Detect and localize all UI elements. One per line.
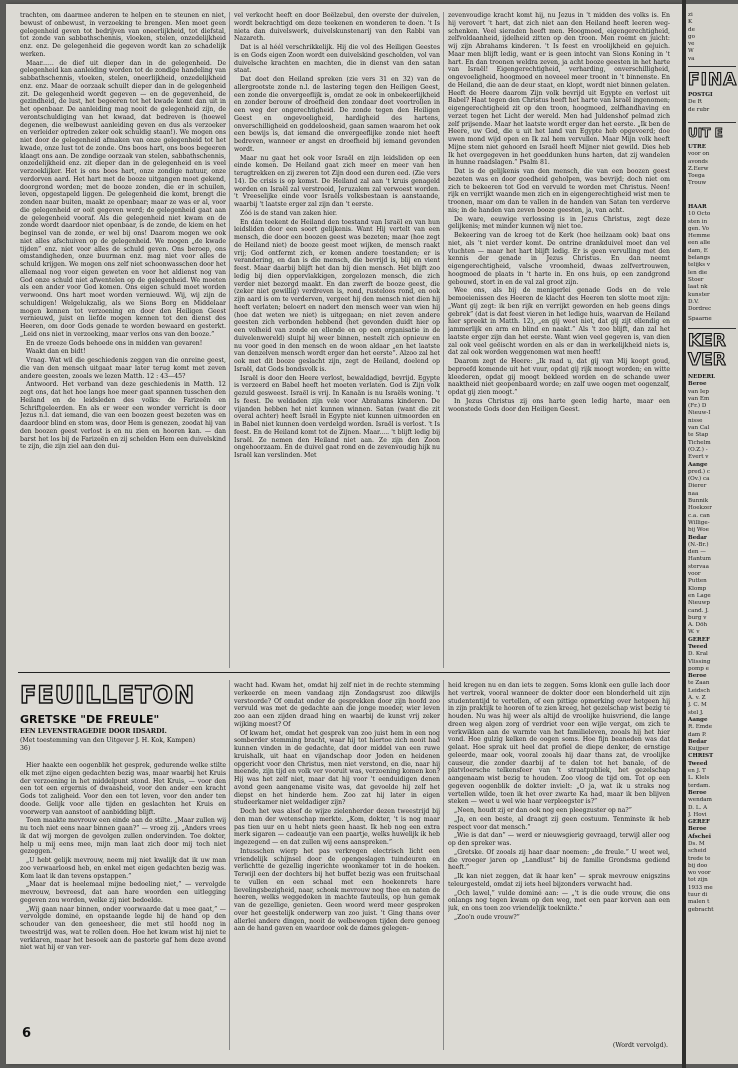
paragraph: wacht had. Kwam het, omdat hij zelf niet in de rechte stemming verkeerde en meen vandaag zijn Zondagsrust zoo dikwijls verstoorde? Of omdat onder de gesprekken door zijn hoofd zoo vervuld was met de gedachte aan die jonge moeder, wier leven zoo aan een zijden draad hing en waarbij de kunst vrij zeker wijking moest? Of bbox=[234, 682, 440, 728]
text-fragment: een alle bbox=[688, 240, 711, 247]
paragraph: Doch het was alsof de wijze zielenherder dezen tweestrijd bij den man der wetenschap merkte. „Kom, dokter, 't is nog maar pas tien uur en u hebt niets geen haast. Ik heb nog een extra merk sigaren — cadeautje van een paartje, welks huwelijk ik heb ingezegend — en dat zullen wij eens aanspreken.” bbox=[234, 808, 440, 846]
text-fragment: De R bbox=[688, 99, 702, 106]
text-fragment: van Cal bbox=[688, 425, 710, 432]
text-fragment: K bbox=[688, 19, 693, 26]
paragraph: Maar...... de dief uit dieper dan in de gelegenheid. De gelegenheid kan aanleiding worden tot de zondige handeling van sabbathschennis, vloeken, stelen, oneerlijkheid, onzedelijkheid enz. enz. Maar de oorzaak schuilt dieper dan in de gelegenheid zit. De gelegenheid wordt gegeven — en de gegevenheid, de gezindheid, de lust, het begeeren tot het kwade komt dan uit in het openbaar. De aanleiding mag nooit de gelegenheid zijn, de verontschuldiging van het kwaad, dat bedreven is (hoewel degenen, die welbewust aanleiding geven en dus als verzoeker en verleider optreden zeker ook schuldig staan!). We mogen ons niet door de gelegenheid afmaken van onze gelegenheid tot het kwade, onze lust tot de zonde. Ons boos hart, ons boos begeeren klaagt ons aan. De zondige oorzaak van stelen, sabbathschennis, onzedelijkheid enz. zit dieper dan in de gelegenheid en is veel verzoeklijker. Het is ons boos hart, onze zondige natuur, onze verdorven aard. Het hart met de booze uitgangen moet gekend, doorgrond worden; met de booze zonden, die er in schuilen, leven, opgestapeld liggen. De gelegenheid die komt, brengt die zonden naar buiten, maakt ze openbaar; maar ze was er al, voor die gelegenheid er ooit gegeven werd; de gelegenheid gaat aan de gelegenheid vooraf. Als die gelegenheid niet kwam en de zonde wordt daardoor niet openbaar, is de zonde, de kiem en het beginsel van de zonde, er wel bij ons! Daarom mogen we ook niet alles afschuiven op de gelegenheid. We mogen „de kwade tijden” enz. niet voor alles de schuld geven. Ons beroep, ons omstandigheden, onze buurman enz. mag niet voor alles de schuld krijgen. We mogen ons zelf niet schoonwasschen door het allemaal nog voor eigen geweten en voor het aldienst nog van God onze schuld niet afwentelen op de gelegenheid. We moeten als een ander voor God komen. Ons eigen schuld moet worden verwoond. Ons hart moet worden vernieuwd. Wij, wij zijn de schuldigen! Welgelukzalig, als we Sions Borg en Middelaar mogen kennen tot verzoening en door den Heiligen Geest vernieuwd, juist en liefde mogen kennen tot den dienst des Heeren, om door Gods genade te worden bewaard en gesterkt. „Leid ons niet in verzoeking, maar verlos ons van den booze.” bbox=[20, 59, 226, 338]
text-fragment: gen. Vo bbox=[688, 225, 709, 232]
column-divider bbox=[229, 680, 230, 1050]
text-fragment: avonds bbox=[688, 158, 708, 165]
paragraph: Hier haakte een oogenblik het gesprek, gedurende welke stilte elk met zijne eigen gedachten bezig was, maar waarbij het Kruis der verzoening in het middelpunt stond. Het Kruis, — voor den een tot een ergernis of dwaasheid, voor den ander een kracht Gods tot zaligheid. Voor den een tot leven, voor den ander ten doode. Gelijk voor alle tijden en geslachten het Kruis en voorwerp van aanstoot of aanbidding blijft. bbox=[20, 762, 226, 816]
text-fragment: D. Kral bbox=[688, 651, 708, 658]
text-fragment: Beroe bbox=[688, 789, 707, 796]
text-fragment: len die bbox=[688, 269, 708, 276]
paragraph: Antwoord. Het verband van deze geschiedenis in Matth. 12 zegt ons, dat het hoe langs hoe meer gaat spannen tusschen den Heiland en de leidsleden des volks: de Farizeën en Schriftgeleerden. En als er weer een wonder verricht is door Jezus n.l. dat iemand, die van een boozen geest bezeten was en daardoor blind en stom was, door Hem is genezen, zoodat hij van den boozen geest verlost is en nu zien en hooren kan. — dan barst het los bij de Farizeën en zij schelden Hem een duivelskind te zijn, die zijn ziel aan den dui- bbox=[20, 381, 226, 451]
text-fragment: Hoekzer bbox=[688, 505, 712, 512]
paragraph: Israël is door den Heere verlost, bewaldadigd, bevrijd. Egypte is verzeerd en Babel heeft het moeten verlaten. God is Zijn volk gezuld gesweest. Israël is vrij. In Kanaän is nu Israëls woning. 't Is feest. De weldaden zijn vele voor Abrahams kinderen. De vijanden hebben het niet kunnen winnen. Satan (want die zit overal achter) heeft Israël in Egypte niet kunnen uitmoorden en in Babel niet kunnen doen verdelgd worden. Israël is verlost. 't Is feest. En de Heiland komt tot de Zijnen. Maar..... 't blijft ledig bij Israël. Ze nemen den Heiland niet aan. Ze zijn den Zoon ongehoorzaam. En de duivel gaat rond en de zevenvoudig hijk nu Israël kan verslinden. Met bbox=[234, 374, 440, 459]
text-fragment: pred.) c bbox=[688, 468, 711, 475]
text-fragment: Willige- bbox=[688, 519, 710, 526]
text-fragment: Tweed bbox=[688, 643, 708, 650]
text-fragment: Bunnik bbox=[688, 498, 709, 505]
paragraph: Dat is de gelijkenis van den mensch, die van een boozen geest bezeten was en door goedheid geholpen, was bevrijd; doch niet om zich te bekeeren tot God en vervuld te worden met Christus. Neen! rijk en verrijkt waande men zich en in eigengerechtigheid wist men te troonen, maar om dan te vallen in de handen van Satan ten verderve nis; in de handen van zeven booze geesten, ja, van acht. bbox=[448, 168, 670, 214]
text-fragment: Tweed bbox=[688, 760, 708, 767]
text-fragment: va bbox=[688, 55, 695, 62]
paragraph: En de vreeze Gods behoede ons in midden van gevaren! bbox=[26, 339, 203, 347]
text-fragment: naa bbox=[688, 490, 699, 497]
paragraph: „U hebt gelijk mevrouw, neem mij niet kwalijk dat ik uw man zoo verwaarloosd heb, en enkel met eigen gedachten bezig was. Kom laat ik dan tevens opstappen.” bbox=[20, 857, 226, 880]
paragraph: „Ik kan niet zeggen, dat ik haar ken” — sprak mevrouw enigszins teleurgesteld, omdat zij iets heel bijzonders verwacht had. bbox=[448, 873, 670, 888]
paragraph: „Och lawel,” vulde dominé aan: — „'t is die oude vrouw, die ons onlangs nog tegen kwam op den weg, met een paar korven aan een juk, en ons toen zoo vriendelijk toeknikte.” bbox=[448, 889, 670, 912]
section-header-kerk bbox=[688, 332, 738, 370]
text-fragment: Dordrec bbox=[688, 306, 712, 313]
text-fragment: te Zaan bbox=[688, 680, 710, 687]
text-fragment: (N.-Br.) bbox=[688, 541, 709, 548]
section-divider bbox=[688, 122, 736, 123]
header-fragment: VER bbox=[688, 350, 726, 370]
feuilleton-header: FEUILLETON bbox=[20, 681, 196, 709]
text-fragment: Bedar bbox=[688, 534, 707, 541]
chapter-number: 36) bbox=[20, 744, 31, 752]
text-fragment: laat nk bbox=[688, 284, 708, 291]
adjacent-page-text bbox=[688, 92, 736, 114]
paragraph: vel verkocht heeft en door Beëlzebul, den overste der duivelen, wordt bekrachtigd om deze teekenen en wonderen te doen. 't Is nieta dan duivelswerk, duivelskunstenarij van den Rabbi van Nazareth. bbox=[234, 12, 440, 43]
feuilleton-column-2 bbox=[234, 682, 440, 1050]
text-fragment: POSTGI bbox=[688, 92, 713, 98]
text-fragment: Ds. M bbox=[688, 841, 705, 847]
text-fragment: Stoer bbox=[688, 276, 704, 283]
text-fragment: dam, E bbox=[688, 247, 708, 254]
text-fragment: Putten bbox=[688, 578, 707, 585]
feuilleton-column-1 bbox=[20, 762, 226, 1018]
text-fragment: NEDERL bbox=[688, 374, 716, 380]
text-fragment: Beroe bbox=[688, 673, 707, 680]
text-fragment: Hantum bbox=[688, 556, 711, 563]
paragraph: „Ja, en een beste, al draagt zij geen costuum. Tenminste ik heb respect voor dat mensch.” bbox=[448, 815, 670, 831]
text-fragment: (O.Z.) - bbox=[688, 446, 708, 453]
story-subtitle: EEN LEVENSTRAGEDIE DOOR IDSARDI. bbox=[20, 727, 167, 735]
text-fragment: Dierer bbox=[688, 483, 707, 490]
paragraph: „Gretske. Of zooals zij haar daar noemen: „de freule.” U weet wel, die vroeger jaren op „Landlust” bij de familie Grondsma gediend heeft.” bbox=[448, 848, 670, 872]
text-fragment: Evert v bbox=[688, 454, 709, 461]
text-fragment: (Fr.) D bbox=[688, 403, 707, 410]
section-divider bbox=[688, 328, 736, 329]
text-fragment: CHRIST bbox=[688, 753, 714, 760]
adjacent-page-text: Spaarne bbox=[688, 316, 712, 322]
text-fragment: GEREF bbox=[688, 636, 710, 643]
paragraph: zevenvoudige kracht komt hij, nu Jezus in 't midden des volks is. En hij verovert 't hart, dat zich niet aan den Heiland heeft leeren weg-schenken. Veel sieraden heeft men. Hoogmoed, eigengerechtigheid, zelfvoldaanheid, ijdelheid zitten op den troon. Men roemt en juicht: wij zijn Abrahams kinderen. 't Is feest en vroolijkheid en gejuich. Maar men blijft ledig, want er is geen intocht van Sions Koning in 't hart. En dan troonen weldra zeven, ja acht booze geesten in het harte van Israël! Eigengerechtigheid, verharding, onverschilligheid, ongevoeligheid, hoogmoed en noveeel meer troont in 't binnenste. En de Heiland, die aan de deur staat, en klopt, wordt niet binnen gelaten. Heeft de Heere daarom Zijn volk bevrijd uit Egypte en verlost uit Babel? Haat tegen den Christus heeft het harte van Israël ingenomen; eigengerechtigheid zit op den troon, hoogmoed, zelfhandhaving en verzet tegen het Licht der wereld. Men had Juldenshof pelmad zich zelf prijsende. Maar het laatste wordt erger dan het eerste. „Ik ben de Heere, uw God, die u uit het land van Egypte heb opgevoerd; doe uwen mond wijd open en Ik zal hem vervullen. Maar Mijn volk heeft Mijne stem niet gehoord en Israël heeft Mijner niet gewild. Dies heb Ik het overgegeven in het goeddunken huns harten, dat zij wandelen in hunne raadslagen.” Psalm 81. bbox=[448, 12, 670, 167]
text-fragment: tot zijn bbox=[688, 877, 708, 884]
text-fragment: nisse bbox=[688, 417, 703, 424]
text-fragment: Nieuw-I bbox=[688, 410, 711, 417]
paragraph: heid kregen nu en dan iets te zeggen. Soms klonk een gulle lach door het vertrek, vooral wanneer de dokter door een blonderheld uit zijn studententijd te vertellen, of een pittige opmerking over hetgeen hij in zijn praktijk te hooren of te zien kreeg, het gezelschap wist bezig te houden. Nu was hij weer als altijd de vroolijke huisvriend, die lange dreen weg algen zorg of verdriet voor een wijle vergat, om zich te verkwikken aan de warmte van het familieleven, zooals hij het hier vond. Hoe gulzig kelken de oogen soms. Hoe fijn beaneden was dat gelaat. Hoe sprak uit heel dat profiel de diepe denker, de ernstige geleerde, maar ook, vooral zooals hij daar thans zat, de vroolijke causeur, die zonder daarbij af te dalen tot het banale, of de platvloersche telkensfeer van 't straatpubliek, het gezelschap aangenaam wist bezig te houden. Zoo vloog de tijd om. Tot op een gegeven oogenblik de dokter invielt: „O ja, wat ik u straks nog vertellen wilde, toen ik het over zwarte Ka had, maar ik ben blijven steken — weet u wel wie haar verpleegster is?” bbox=[448, 682, 670, 806]
text-fragment: bij Woe bbox=[688, 527, 709, 534]
text-fragment: J. Hovi bbox=[688, 811, 707, 818]
text-fragment: gebracht bbox=[688, 906, 714, 913]
text-fragment: voor bbox=[688, 571, 701, 578]
section-divider bbox=[18, 672, 670, 673]
story-permission bbox=[20, 737, 226, 753]
text-fragment: de rubr bbox=[688, 106, 710, 113]
adjacent-page-text bbox=[688, 144, 736, 188]
newspaper-page bbox=[6, 4, 682, 1064]
story-title: GRETSKE "DE FREULE" bbox=[20, 713, 160, 726]
text-fragment: dam P. bbox=[688, 731, 707, 738]
adjacent-page-text bbox=[688, 374, 736, 914]
text-fragment: tuur di bbox=[688, 892, 708, 899]
article-column-3 bbox=[448, 12, 670, 670]
paragraph: De ware, eeuwige verlossing is in Jezus Christus, zegt deze gelijkenis; met minder kunnen wij niet toe. bbox=[448, 215, 670, 231]
text-fragment: en J. T bbox=[688, 768, 706, 775]
paragraph: Dat is al héél verschrikkelijk. Hij die vol des Heiligen Geestes is en Gods eigen Zoon wordt een duivelskind gescholden, vol van duivelsche krachten en machten, die in dienst van den satan staat. bbox=[234, 44, 440, 75]
text-fragment: Trouw bbox=[688, 180, 707, 187]
text-fragment: Z.Eerw bbox=[688, 165, 709, 172]
paragraph: „Zoo'n oude vrouw?” bbox=[454, 913, 520, 921]
text-fragment: Vlissing bbox=[688, 658, 711, 665]
section-header-fina: FINA bbox=[688, 70, 738, 90]
text-fragment: sten in bbox=[688, 218, 708, 225]
text-fragment: zi bbox=[688, 12, 693, 18]
paragraph: Maar nu gaat het ook voor Israël en zijn leidsliden op een einde komen. De Heiland gaat zich meer en meer van hen terugtrekken en zij zweren tot Zijn dood een duren eed. (Zie vers 14). De crisis is op komst. De Heiland zal aan 't kruis genageld worden en Israël zal verstrooid, Jeruzalem zal verwoest worden. 't Vreeselijke einde voor Israëls volksbestaan is aanstaande, waarbij 't laatste erger zal zijn dan 't eerste. bbox=[234, 154, 440, 208]
text-fragment: ve bbox=[688, 41, 695, 48]
adjacent-page-text bbox=[688, 204, 736, 313]
paragraph: Bekeering van de kroeg tot de Kerk (hoe heilzaam ook) baat ons niet, als 't niet verder komt. De ontrine drankduivel moet dan vel vluchten — maar het hart blijft ledig. Er is geen vervulling met den kennis der genade in Jezus Christus. En dan neemt eigengerechtigheid, valsche vroomheid, dwaas zelfvertrouwen, hoogmoed de plaats in 't harte in. En ons huis, op een zandgrond gebouwd, stort in en de val zal groot zijn. bbox=[448, 232, 670, 286]
article-column-1 bbox=[20, 12, 226, 670]
text-fragment: W. v bbox=[688, 629, 700, 636]
text-fragment: cand. J. bbox=[688, 607, 709, 614]
paragraph: „Wie is dat dan” — werd er nieuwsgierig gevraagd, terwijl aller oog op den spreker was. bbox=[448, 832, 670, 847]
paragraph: Wee ons, als bij de menigerlei genade Gods en de vele bemoeienissen des Heeren de klacht des Heeren ten slotte moet zijn: „Want gij zegt: ik ben rijk en verrijkt geworden en heb geens dings gebrek” (dat is dat feest vieren in het ledige huis, waarvan de Heiland hier spreekt in Matth. 12), „en gij weet niet, dat gij zijt ellendig en jammerlijk en arm en blind en naakt.” Als 't zoo blijft, dan zal het laatste erger zijn dan het eerste. Want wien veel gegeven is, van dien zal ook veel geëischt worden en als er dan in werkelijkheid niets is, dat zal ook worden weggenomen wat men heeft! bbox=[448, 287, 670, 357]
text-fragment: kunster bbox=[688, 291, 710, 298]
text-fragment: 1933 me bbox=[688, 884, 713, 891]
text-fragment: malen t bbox=[688, 899, 710, 906]
text-fragment: Leidsch bbox=[688, 687, 711, 694]
to-be-continued: (Wordt vervolgd). bbox=[612, 1042, 668, 1049]
paragraph: Zóó is de stand van zaken hier. bbox=[240, 209, 338, 217]
text-fragment: stel J. bbox=[688, 709, 704, 716]
text-fragment: wo voor bbox=[688, 870, 711, 877]
article-column-2 bbox=[234, 12, 440, 670]
paragraph: Intusschen wierp het pas verkregen electrisch licht een vriendelijk schijnsel door de opengeslagen tuindeuren en verlichtte de gezellig ingerichte woonkamer tot in de hoeken. Terwijl een der dochters bij het buffet bezig was een fruitschaal te vullen en een schaal met een hoekenrets hare lievelingsbezigheid, naar, schonk mevrouw nog thee en naten de heeren, welks weggedoken in machte fauteuils, op hun gemak van de gezellige, genieten. Geen woord werd meer gesproken over het geestelijk onderwerp van zoo juist. 't Ging thans over allerlei andere dingen, nooit de welbewogen tijden dere genoeg aan de hand gaven en waardoor ook de dames gelegen- bbox=[234, 847, 440, 933]
text-fragment: den — bbox=[688, 549, 706, 556]
text-fragment: UTRE bbox=[688, 144, 706, 150]
text-fragment: Aange bbox=[688, 716, 708, 723]
text-fragment: Tichelm bbox=[688, 439, 711, 446]
text-fragment: stervaa bbox=[688, 563, 709, 570]
text-fragment: Nieuwp bbox=[688, 600, 710, 607]
header-fragment: KER bbox=[688, 331, 726, 351]
paragraph: En dán teekent de Heiland den toestand van Israël en van hun leidsliden door een soort gelijkenis. Want Hij vertelt van een mensch, die door een boozen geest was bezeten; maar (hoe zegt de Heiland niet) de booze geest moet wijken, de mensch raakt vrij; God ontfermt zich, er komen andere toestanden; er is verandering, en dan is die mensch, die bevrijd is, blij en vient feest. Maar daarbij blijft het dan bij dien mensch. Het blijft zoo ledig bij dien oppervlakkigen, zorgelozen mensch, die zich verder niet bezorgd maakt. En dan zwerft de booze geest, die (zeker niet gewillig) verdreven is, rond, rusteloos rond, en ook zijn aard is om te verderven, vergeet hij den mensch niet dien hij heeft verlaten; beloert en nadert den mensch weer van wien hij (hoe dat weten we niet) is uitgegaan; en niet zeven andere geesten zich verbonden hebbend (het gevonden duidt hier op een volheid van zonde en ellende en op een organisatie in de duivelenwereld) sluipt hij weer binnen, nestelt zich opnieuw en nu voor goed in den mensch en de woon aldaar „en het laatste van denzelven mensch wordt erger dan het eerste”. Alzoo zal het ook met dit booze geslacht zijn, zegt de Heiland, doelend op Israël, dat Gods bondsvolk is. bbox=[234, 218, 440, 373]
text-fragment: HAAR bbox=[688, 204, 707, 210]
paragraph: Daarom zegt de Heere: „Ik raad u, dat gij van Mij koopt goud, beproefd komende uit het vuur, opdat gij rijk moogt worden; en witte kleederen, opdat gij moogt bekleed worden en de schande uwer naaktheid niet geopenbaard worde; en zalf uwe oogen met oogenzalf, opdat gij zien moogt.” bbox=[448, 358, 670, 396]
text-fragment: c.a. can bbox=[688, 512, 710, 519]
column-divider bbox=[443, 12, 444, 668]
paragraph: Of kwam het, omdat het gesprek van zoo juist hem in een nog somberder stemming bracht, waar hij tot hiertoe zich nooit had kunnen vinden in de gedachte, dat door middel van een ruwe kruishalk, uit haat en vijandschap door Joden en heidenen opgericht voor den Christus, men niet verstond, en die, naar hij meende, zijn tijd en volk ver vooruit was, verzoening komen kon? Hij was het zelf niet, maar dat hij voor 't eenduidigen denen avond geen aangename visite was, dat gevoelde hij zelf het diepst en het hinderde hem. Zoo zat hij later in eigen studeerkamer niet weldadiger zijn? bbox=[234, 729, 440, 807]
paragraph: Vraag. Wat wil die geschiedenis zeggen van die onreine geest, die van den mensch uitgaat maar later terug komt met zeven andere geesten, zooals we lezen Matth. 12 : 43—45? bbox=[20, 357, 226, 380]
section-header-uit: UIT E bbox=[688, 126, 723, 140]
adjacent-page-text bbox=[688, 12, 736, 63]
text-fragment: van Em bbox=[688, 395, 710, 402]
text-fragment: J. C. M bbox=[688, 702, 707, 709]
text-fragment: Bedar bbox=[688, 738, 707, 745]
text-fragment: GEREF bbox=[688, 819, 710, 826]
text-fragment: Hemme bbox=[688, 233, 711, 240]
text-fragment: A. v. Z bbox=[688, 695, 706, 702]
page-number: 6 bbox=[22, 1026, 32, 1041]
text-fragment: W bbox=[688, 48, 694, 55]
text-fragment: A. Döh bbox=[688, 622, 708, 629]
text-fragment: Klomp bbox=[688, 585, 707, 592]
feuilleton-column-3 bbox=[448, 682, 670, 1050]
column-divider bbox=[443, 680, 444, 1050]
paragraph: „Maar dat is heelemaal mijne bedoeling niet,” — vervolgde mevrouw, bevreesd, dat aan hare woorden een uitlegging gegeven zou worden, welke zij niet bedoelde. bbox=[20, 881, 226, 904]
text-fragment: burg v bbox=[688, 614, 707, 621]
text-fragment: D. L. A bbox=[688, 804, 708, 811]
text-fragment: Aange bbox=[688, 461, 708, 468]
paragraph: Toen maakte mevrouw een einde aan de stilte. „Maar zullen wij nu toch niet eens naar binnen gaan?” — vroeg zij. „Anders vrees ik dat wij morgen de gevolgen zullen ondervinden. Toe dokter, help u mij eens mee, mijn man laat zich door mij toch niet gezeggen.” bbox=[20, 817, 226, 856]
text-fragment: L. Klels bbox=[688, 775, 710, 782]
text-fragment: telijks v bbox=[688, 262, 711, 269]
text-fragment: Beroe bbox=[688, 826, 707, 833]
text-fragment: 10 Octo bbox=[688, 211, 711, 218]
paragraph: trachten, om daarmee anderen te helpen en te steunen en niet, bewust of onbewust, in verzoeking te brengen. Men moet geen gelegenheid geven tot bedrijven van oneerlijkheid, tot diefstal, tot zonde van sabbathschennis, vloeken, stelen, onzedelijkheid enz. enz. De gelegenheid die gegeven wordt kan zo schadelijk werken. bbox=[20, 12, 226, 58]
text-fragment: terdam. bbox=[688, 782, 711, 789]
paragraph: In Jezus Christus zij ons harte geen ledig harte, maar een woonstede Gods door den Heiligen Geest. bbox=[448, 397, 670, 413]
text-fragment: te Stap bbox=[688, 432, 709, 439]
text-fragment: belangs bbox=[688, 255, 711, 262]
paragraph: Dat doet den Heiland spreken (zie vers 31 en 32) van de allergrootste zonde n.l. de lastering tegen den Heiligen Geest, een zonde die onvergeeflijk is, omdat ze ook in onbekeerlijkheid en zonder berouw of droefheid den zondaar doet voortrollen in een weg der ongerechtigheid. De zonde tegen den Heiligen Geest en ongevoeligheid, hardigheid des hartens, onverschilligheid en goddeloosheid, gaan samen waarom het ook een bewijs is, dat iemand die onvergeeflijke zonde niet heeft bedreven, wanneer er angst en droefheid bij iemand gevonden wordt. bbox=[234, 76, 440, 153]
text-fragment: en Lage bbox=[688, 592, 711, 599]
text-fragment: scheid bbox=[688, 848, 707, 855]
text-fragment: (Ov.) ca bbox=[688, 476, 710, 483]
text-fragment: Toega bbox=[688, 173, 705, 180]
text-fragment: R. Emde bbox=[688, 724, 713, 731]
paragraph: Waakt dan en bidt! bbox=[26, 348, 86, 356]
text-fragment: pomp e bbox=[688, 665, 709, 672]
text-fragment: D.V. bbox=[688, 298, 699, 305]
text-fragment: van Iep bbox=[688, 388, 709, 395]
text-fragment: wendam bbox=[688, 797, 712, 804]
text-fragment: de bbox=[688, 26, 695, 33]
section-divider bbox=[688, 66, 736, 67]
text-fragment: Kuijper bbox=[688, 746, 709, 753]
column-divider bbox=[229, 12, 230, 668]
text-fragment: bij doo bbox=[688, 862, 708, 869]
paragraph: „Neen, houdt zij er dan ook nog een pleegzuster op na?” bbox=[454, 807, 632, 814]
text-fragment: Beroe bbox=[688, 381, 707, 388]
text-fragment: Afschei bbox=[688, 833, 711, 840]
text-fragment: voor on bbox=[688, 151, 710, 158]
adjacent-page-clipped bbox=[686, 4, 738, 1064]
text-fragment: trede te bbox=[688, 855, 711, 862]
permission-note: (Met toestemming van den Uitgever J. H. Kok, Kampen) bbox=[20, 737, 196, 744]
paragraph: „Wij gaan naar binnen, onder voorwaarde dat u mee gaat,” — vervolgde dominé, en opstaande legde hij de hand op den schouder van den geneesheer, die met stil hoofd nog in tweestrijd was, wat te rollen doen. Hoe het kwam wist hij niet te verklaren, maar het besoek aan de pastorie gaf hem deze avond niet wat hij er van ver- bbox=[20, 905, 226, 952]
text-fragment: go bbox=[688, 33, 695, 40]
